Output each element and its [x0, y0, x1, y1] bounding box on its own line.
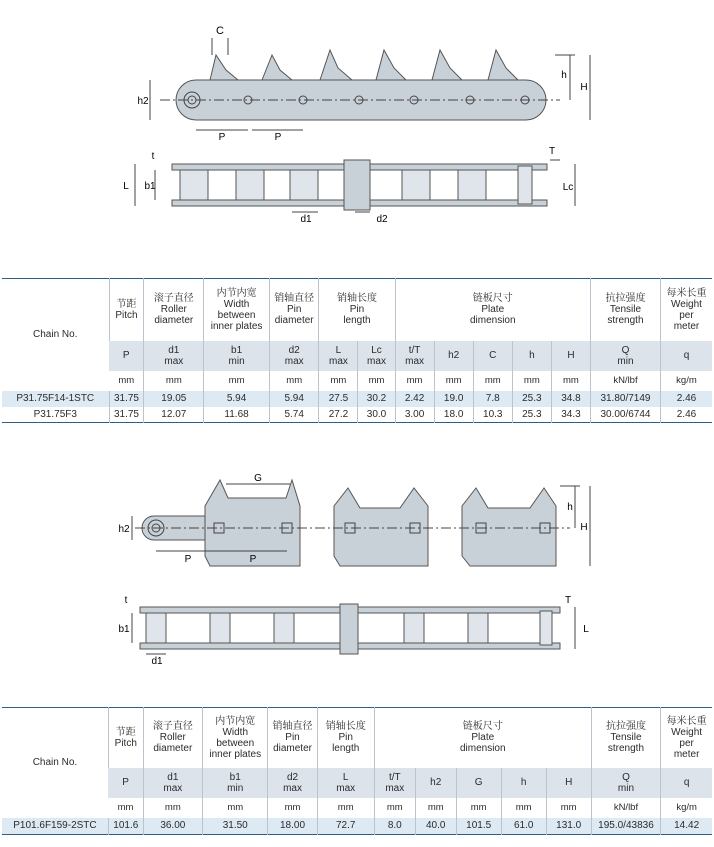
unit-cell: kg/m: [660, 371, 712, 391]
symbol-cell: P: [108, 768, 143, 798]
spec-table-1: [2, 278, 712, 423]
header-inner-en: Width: [223, 298, 250, 310]
header-pitch-en: Pitch: [115, 309, 138, 321]
symbol-cell: d1 max: [143, 768, 202, 798]
header-pitch-zh: 节距: [115, 726, 136, 738]
chain-no-cell: P31.75F14-1STC: [2, 391, 109, 407]
header-weight-en: Weight: [671, 298, 702, 310]
symbol-cell: Q min: [591, 768, 661, 798]
value-cell: 30.2: [358, 391, 395, 407]
header-pin-en: Pin: [285, 732, 300, 744]
header-weight-en: per: [679, 737, 694, 749]
dim-C: C: [216, 25, 224, 37]
symbol-cell: h2: [415, 768, 456, 798]
header-pin-en: Pin: [286, 304, 302, 316]
symbol-cell: P: [109, 341, 144, 371]
symbol-cell: Q min: [590, 341, 660, 371]
header-inner-en: Width: [222, 726, 249, 738]
value-cell: 7.8: [473, 391, 512, 407]
unit-cell: mm: [203, 798, 268, 818]
value-cell: 31.80/7149: [590, 391, 660, 407]
symbol-cell: C: [473, 341, 512, 371]
header-inner-en: between: [216, 737, 255, 749]
symbol-cell: h: [501, 768, 546, 798]
header-inner-zh: 内节内宽: [216, 287, 257, 299]
dim-h2: h2: [118, 524, 130, 535]
header-chain-no: Chain No.: [33, 329, 78, 341]
header-roller-en: Roller: [159, 732, 186, 744]
value-cell: 131.0: [546, 818, 591, 835]
dim-Lc: Lc: [562, 182, 574, 193]
value-cell: 3.00: [395, 407, 434, 423]
symbol-row: [2, 768, 712, 798]
value-cell: 12.07: [144, 407, 204, 423]
header-tensile-en: Tensile: [609, 304, 642, 316]
value-cell: 72.7: [317, 818, 374, 835]
header-tensile-en: Tensile: [610, 732, 642, 744]
value-cell: 27.2: [319, 407, 358, 423]
value-cell: 2.46: [660, 391, 712, 407]
tooth: [488, 50, 518, 80]
unit-cell: mm: [268, 798, 317, 818]
unit-cell: kg/m: [661, 798, 712, 818]
value-cell: 2.46: [660, 407, 712, 423]
symbol-cell: q: [660, 341, 712, 371]
header-pinlen-zh: 销轴长度: [336, 293, 377, 305]
symbol-cell: t/T max: [374, 768, 415, 798]
header-weight-en: meter: [673, 748, 700, 760]
value-cell: 34.3: [551, 407, 590, 423]
unit-cell: mm: [317, 798, 374, 818]
header-pin-en: diameter: [273, 743, 312, 755]
tooth: [376, 50, 406, 80]
header-plate-en: dimension: [459, 743, 506, 755]
dim-h2: h2: [137, 96, 149, 107]
symbol-cell: b1 min: [203, 768, 268, 798]
value-cell: 25.3: [512, 407, 551, 423]
dim-b1: b1: [118, 624, 130, 635]
unit-cell: mm: [546, 798, 591, 818]
dim-d1: d1: [151, 656, 163, 666]
symbol-cell: t/T max: [395, 341, 434, 371]
value-cell: 30.0: [358, 407, 395, 423]
value-cell: 5.94: [204, 391, 270, 407]
unit-cell: mm: [473, 371, 512, 391]
dim-t: t: [124, 595, 128, 606]
header-weight-zh: 每米长重: [666, 715, 707, 727]
unit-cell: mm: [144, 371, 204, 391]
symbol-cell: G: [456, 768, 501, 798]
symbol-cell: q: [661, 768, 712, 798]
header-plate-en: Plate: [471, 732, 495, 744]
unit-cell: mm: [204, 371, 270, 391]
header-inner-en: between: [217, 309, 256, 321]
value-cell: 5.94: [270, 391, 319, 407]
chain-drawing-1: [0, 0, 714, 265]
dim-L: L: [583, 624, 589, 635]
value-cell: 11.68: [204, 407, 270, 423]
header-pin-zh: 销轴直径: [274, 293, 315, 305]
value-cell: 10.3: [473, 407, 512, 423]
symbol-cell: d1 max: [144, 341, 204, 371]
dim-H: H: [580, 522, 588, 533]
value-cell: 195.0/43836: [591, 818, 661, 835]
dim-T: T: [548, 146, 556, 157]
unit-cell: mm: [118, 375, 135, 386]
symbol-cell: H: [551, 341, 590, 371]
header-tensile-en: strength: [607, 315, 644, 327]
header-weight-zh: 每米长重: [666, 287, 707, 299]
symbol-cell: h2: [434, 341, 473, 371]
dim-H: H: [580, 82, 588, 93]
dim-b1: b1: [144, 181, 156, 192]
tooth: [210, 55, 238, 80]
header-plate-zh: 链板尺寸: [472, 293, 513, 305]
unit-cell: mm: [143, 798, 202, 818]
header-pinlen-en: Pin: [338, 732, 353, 744]
header-weight-en: per: [679, 309, 694, 321]
dim-P2: P: [274, 132, 282, 143]
unit-cell: mm: [319, 371, 358, 391]
units-row: [2, 798, 712, 818]
header-tensile-zh: 抗拉强度: [605, 293, 646, 305]
symbol-cell: L max: [319, 341, 358, 371]
unit-cell: mm: [512, 371, 551, 391]
symbol-cell: h: [512, 341, 551, 371]
value-cell: 40.0: [415, 818, 456, 835]
dim-t: t: [151, 151, 155, 162]
header-roller-en: diameter: [153, 743, 193, 755]
symbol-row: [2, 341, 712, 371]
value-cell: 27.5: [319, 391, 358, 407]
value-cell: 19.05: [144, 391, 204, 407]
unit-cell: kN/lbf: [590, 371, 660, 391]
header-weight-en: Weight: [671, 726, 703, 738]
symbol-cell: Lc max: [358, 341, 395, 371]
unit-cell: mm: [358, 371, 395, 391]
chain-drawing-2: [0, 466, 714, 666]
value-cell: 2.42: [395, 391, 434, 407]
dim-G: G: [254, 473, 262, 484]
header-roller-zh: 滚子直径: [152, 721, 193, 733]
unit-cell: mm: [117, 802, 134, 813]
tooth: [432, 50, 462, 80]
header-pinlen-zh: 销轴长度: [325, 721, 366, 733]
symbol-cell: L max: [317, 768, 374, 798]
header-pin-en: diameter: [274, 315, 314, 327]
header-plate-zh: 链板尺寸: [462, 721, 503, 733]
unit-cell: mm: [434, 371, 473, 391]
unit-cell: kN/lbf: [591, 798, 661, 818]
value-cell: 8.0: [374, 818, 415, 835]
header-plate-en: dimension: [469, 315, 516, 327]
spec-table-2: [2, 707, 712, 835]
value-cell: 101.5: [456, 818, 501, 835]
value-cell: 31.75: [109, 391, 144, 407]
dim-T: T: [564, 595, 572, 606]
header-tensile-zh: 抗拉强度: [605, 721, 646, 733]
header-tensile-en: strength: [607, 743, 645, 755]
dim-d2: d2: [376, 214, 388, 225]
chain-no-cell: P101.6F159-2STC: [2, 818, 108, 835]
header-weight-en: meter: [673, 320, 700, 332]
value-cell: 19.0: [434, 391, 473, 407]
value-cell: 101.6: [108, 818, 143, 835]
dim-P2: P: [249, 554, 257, 565]
value-cell: 34.8: [551, 391, 590, 407]
header-plate-en: Plate: [481, 304, 505, 316]
value-cell: 25.3: [512, 391, 551, 407]
header-inner-zh: 内节内宽: [215, 715, 256, 727]
chain-no-cell: P31.75F3: [2, 407, 109, 423]
header-roller-zh: 滚子直径: [153, 293, 194, 305]
header-chain-no: Chain No.: [32, 757, 78, 769]
value-cell: 31.50: [203, 818, 268, 835]
unit-cell: mm: [415, 798, 456, 818]
header-inner-en: inner plates: [210, 320, 263, 332]
dim-h: h: [561, 70, 567, 81]
value-cell: 30.00/6744: [590, 407, 660, 423]
value-cell: 14.42: [661, 818, 712, 835]
dim-h: h: [567, 502, 573, 513]
header-inner-en: inner plates: [209, 748, 262, 760]
unit-cell: mm: [374, 798, 415, 818]
symbol-cell: d2 max: [268, 768, 317, 798]
header-pinlen-en: Pin: [349, 304, 365, 316]
table-row: [2, 818, 712, 835]
header-pitch-en: Pitch: [114, 737, 137, 749]
value-cell: 18.0: [434, 407, 473, 423]
header-roller-en: Roller: [160, 304, 187, 316]
dim-d1: d1: [300, 214, 312, 225]
value-cell: 61.0: [501, 818, 546, 835]
header-pinlen-en: length: [343, 315, 371, 327]
dim-L: L: [123, 181, 129, 192]
value-cell: 18.00: [268, 818, 317, 835]
tooth: [262, 55, 292, 80]
dim-P1: P: [184, 554, 192, 565]
value-cell: 5.74: [270, 407, 319, 423]
symbol-cell: d2 max: [270, 341, 319, 371]
unit-cell: mm: [456, 798, 501, 818]
unit-cell: mm: [551, 371, 590, 391]
header-pitch-zh: 节距: [116, 298, 137, 310]
symbol-cell: b1 min: [204, 341, 270, 371]
units-row: [2, 371, 712, 391]
header-pinlen-en: length: [332, 743, 360, 755]
symbol-cell: H: [546, 768, 591, 798]
unit-cell: mm: [395, 371, 434, 391]
dim-P1: P: [218, 132, 226, 143]
unit-cell: mm: [501, 798, 546, 818]
value-cell: 31.75: [109, 407, 144, 423]
unit-cell: mm: [270, 371, 319, 391]
table-row: [2, 407, 712, 423]
value-cell: 36.00: [143, 818, 202, 835]
tooth: [320, 50, 352, 80]
header-roller-en: diameter: [154, 315, 194, 327]
table-row: [2, 391, 712, 407]
header-pin-zh: 销轴直径: [272, 721, 313, 733]
